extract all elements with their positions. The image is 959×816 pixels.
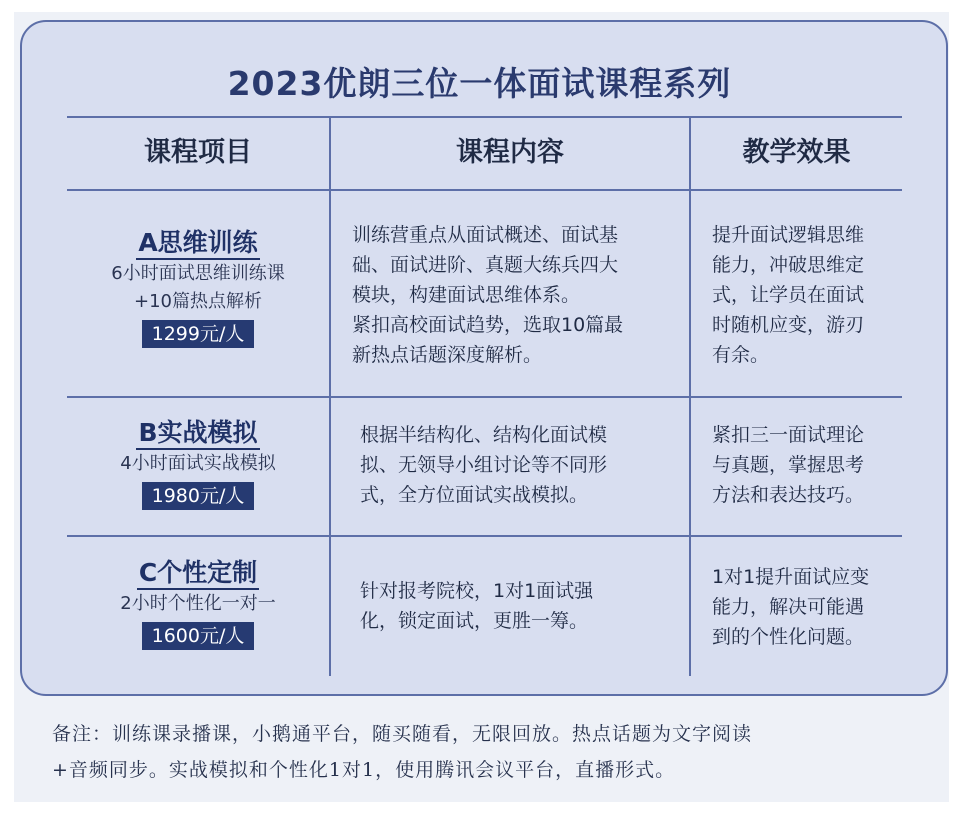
content-line: 础、面试进阶、真题大练兵四大 bbox=[352, 254, 619, 276]
course-a-content bbox=[352, 220, 623, 370]
effect-line: 到的个性化问题。 bbox=[712, 626, 865, 648]
content-line: 式，全方位面试实战模拟。 bbox=[360, 484, 589, 506]
content-line: 紧扣高校面试趋势，选取10篇最 bbox=[352, 314, 624, 336]
effect-line: 能力，解决可能遇 bbox=[712, 596, 865, 618]
course-b-effect bbox=[712, 420, 864, 510]
course-a-name: A思维训练 bbox=[136, 228, 259, 260]
content-line: 模块，构建面试思维体系。 bbox=[352, 284, 581, 306]
content-line: 训练营重点从面试概述、面试基 bbox=[352, 224, 619, 246]
course-c-name: C个性定制 bbox=[137, 558, 259, 590]
course-a-price: 1299元/人 bbox=[142, 320, 255, 348]
footnote bbox=[52, 716, 922, 788]
effect-line: 方法和表达技巧。 bbox=[712, 484, 865, 506]
content-line: 拟、无领导小组讨论等不同形 bbox=[360, 454, 608, 476]
column-divider-1 bbox=[329, 116, 331, 676]
content-line: 新热点话题深度解析。 bbox=[352, 344, 543, 366]
course-b-content bbox=[360, 420, 607, 510]
effect-line: 式，让学员在面试 bbox=[712, 284, 865, 306]
course-a-sub-2: +10篇热点解析 bbox=[134, 291, 262, 312]
effect-line: 能力，冲破思维定 bbox=[712, 254, 865, 276]
course-c-effect bbox=[712, 562, 869, 652]
effect-line: 时随机应变，游刃 bbox=[712, 314, 865, 336]
header-teaching-effect: 教学效果 bbox=[742, 137, 851, 168]
effect-line: 有余。 bbox=[712, 344, 770, 366]
course-b-price: 1980元/人 bbox=[142, 482, 255, 510]
column-divider-2 bbox=[689, 116, 691, 676]
row-divider-2 bbox=[67, 535, 902, 537]
course-c-price: 1600元/人 bbox=[142, 622, 255, 650]
header-course-item: 课程项目 bbox=[144, 137, 252, 168]
header-course-content: 课程内容 bbox=[456, 137, 564, 168]
effect-line: 1对1提升面试应变 bbox=[712, 566, 870, 588]
footnote-line-2: +音频同步。实战模拟和个性化1对1，使用腾讯会议平台，直播形式。 bbox=[52, 759, 676, 781]
content-line: 化，锁定面试，更胜一筹。 bbox=[360, 610, 589, 632]
course-b-name: B实战模拟 bbox=[136, 418, 259, 450]
content-line: 针对报考院校，1对1面试强 bbox=[360, 580, 594, 602]
course-c-cell bbox=[67, 558, 329, 650]
course-c-sub-1: 2小时个性化一对一 bbox=[120, 593, 276, 614]
course-a-cell bbox=[67, 228, 329, 348]
content-line: 根据半结构化、结构化面试模 bbox=[360, 424, 608, 446]
course-b-cell bbox=[67, 418, 329, 510]
course-a-sub-1: 6小时面试思维训练课 bbox=[111, 263, 285, 284]
effect-line: 与真题，掌握思考 bbox=[712, 454, 865, 476]
effect-line: 紧扣三一面试理论 bbox=[712, 424, 865, 446]
effect-line: 提升面试逻辑思维 bbox=[712, 224, 865, 246]
course-b-sub-1: 4小时面试实战模拟 bbox=[120, 453, 276, 474]
page-title: 2023优朗三位一体面试课程系列 bbox=[227, 64, 732, 103]
course-c-content bbox=[360, 576, 593, 636]
footnote-line-1: 备注：训练课录播课，小鹅通平台，随买随看，无限回放。热点话题为文字阅读 bbox=[52, 723, 753, 745]
course-a-effect bbox=[712, 220, 864, 370]
row-divider-1 bbox=[67, 396, 902, 398]
